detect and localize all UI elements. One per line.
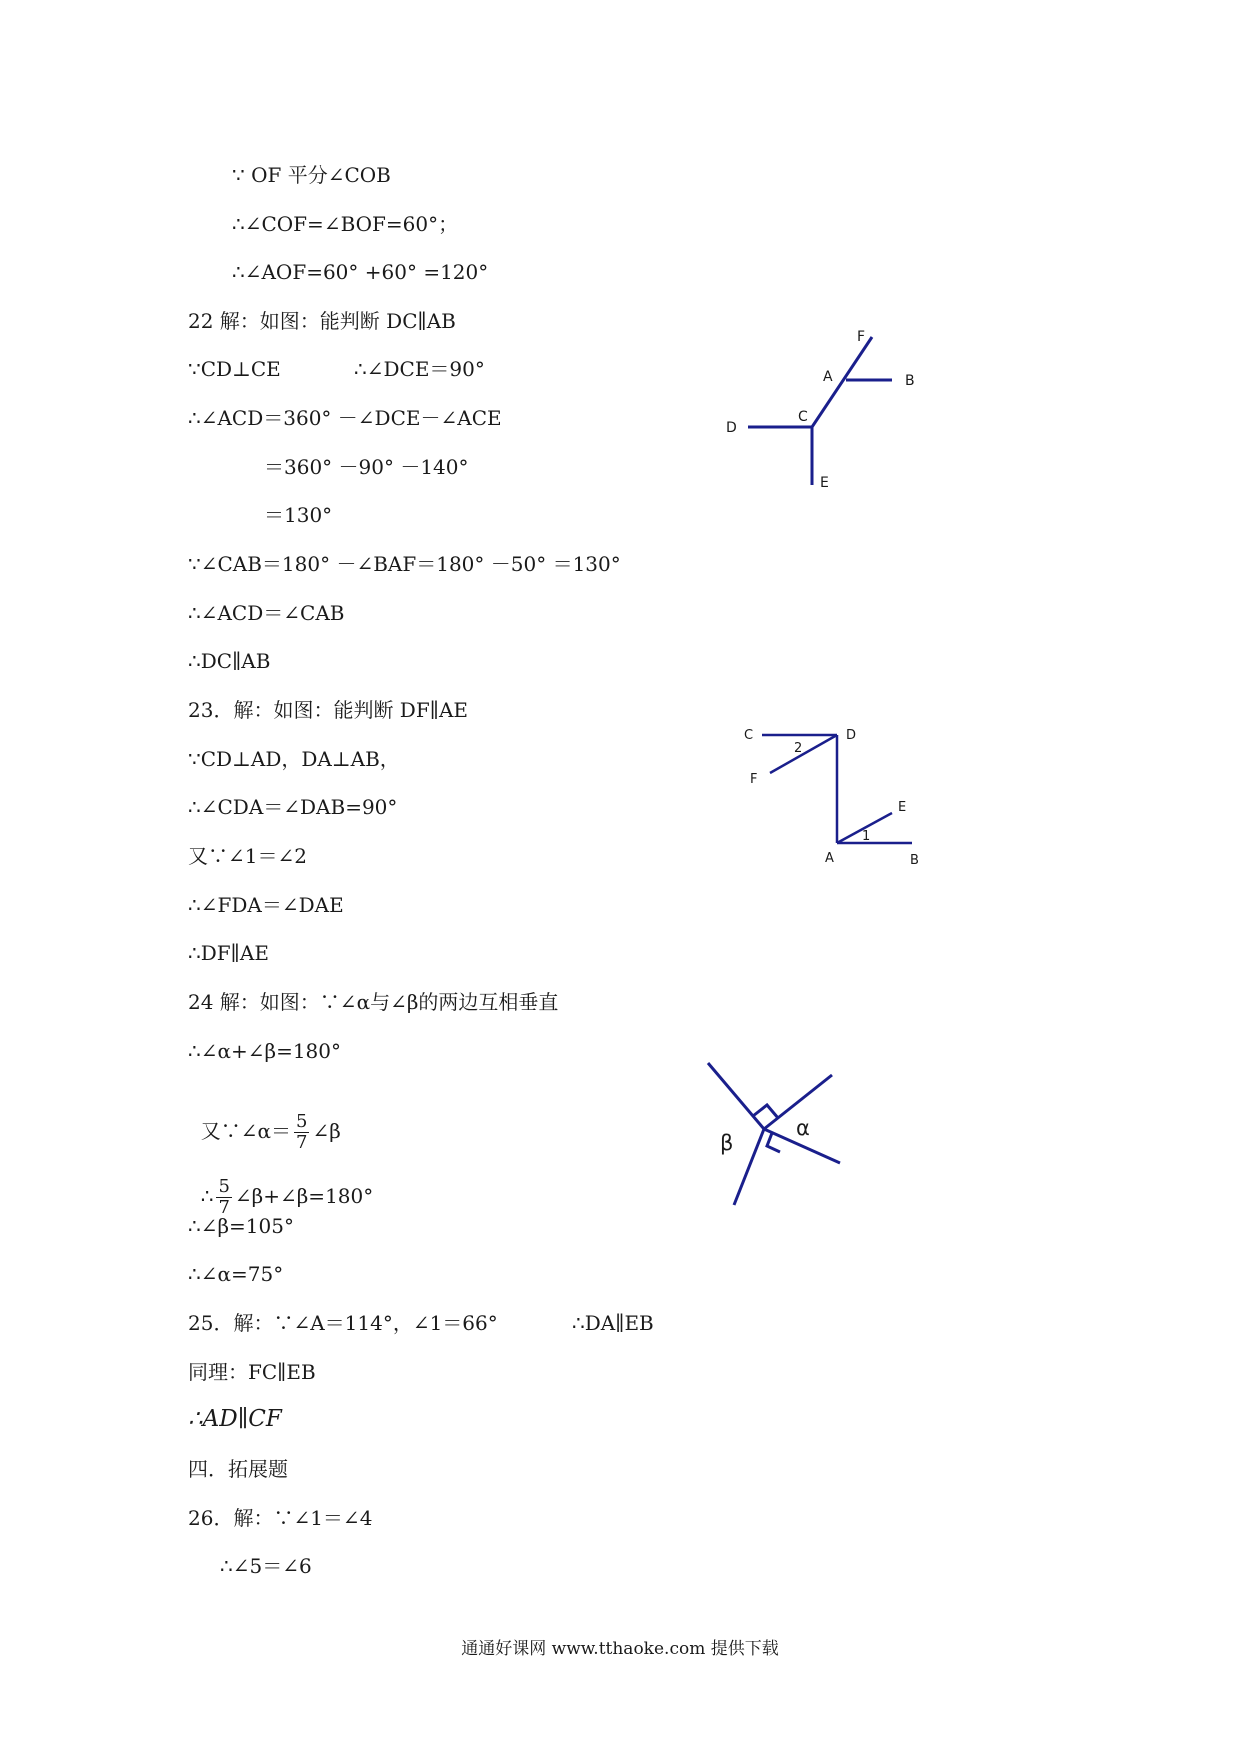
page-footer: 通通好课网 www.tthaoke.com 提供下载 (461, 1639, 779, 1659)
label-b: B (910, 853, 919, 868)
q22-line-6: ∴∠ACD＝∠CAB (188, 601, 345, 625)
label-c: C (744, 728, 754, 743)
beta-side-1 (708, 1063, 764, 1129)
q22-line-2: ∴∠ACD＝360° －∠DCE－∠ACE (188, 406, 502, 430)
q22-line-4: ＝130° (264, 503, 333, 527)
label-a: A (823, 369, 833, 385)
q22-line-3: ＝360° －90° －140° (264, 455, 469, 479)
q25-line-2: 同理：FC∥EB (188, 1360, 316, 1384)
q24-line-5: ∴∠α=75° (188, 1262, 284, 1286)
label-d: D (846, 728, 857, 743)
q23-heading: 23．解：如图：能判断 DF∥AE (188, 698, 468, 722)
q24-line-2-pre: 又∵∠α＝ (200, 1119, 291, 1143)
q24-line-3-pre: ∴ (200, 1184, 214, 1208)
q24-line-3-post: ∠β+∠β=180° (234, 1184, 374, 1208)
q23-line-4: ∴∠FDA＝∠DAE (188, 893, 344, 917)
q23-line-3: 又∵∠1＝∠2 (188, 844, 307, 868)
q23-figure (740, 725, 940, 870)
q22-line-5: ∵∠CAB＝180° －∠BAF＝180° －50° ＝130° (188, 552, 621, 576)
label-e: E (898, 800, 907, 815)
label-angle-2: 2 (794, 741, 803, 756)
label-f: F (750, 772, 758, 787)
label-alpha: α (796, 1116, 810, 1140)
segment-df (770, 735, 837, 773)
q23-line-2: ∴∠CDA＝∠DAB=90° (188, 795, 398, 819)
fraction-numerator: 5 (218, 1176, 230, 1197)
q25-line-3: ∴AD∥CF (188, 1406, 282, 1432)
q24-line-4: ∴∠β=105° (188, 1214, 294, 1238)
fraction-denominator: 7 (218, 1197, 230, 1218)
q21-line-2: ∴∠COF=∠BOF=60°； (232, 212, 459, 236)
label-beta: β (720, 1131, 734, 1155)
q22-line-1a: ∵CD⊥CE (188, 357, 281, 381)
segment-cf (812, 337, 872, 427)
section-heading: 四．拓展题 (188, 1457, 288, 1481)
beta-side-2 (734, 1129, 764, 1205)
q21-line-3: ∴∠AOF=60° +60° =120° (232, 260, 489, 284)
label-angle-1: 1 (862, 829, 871, 844)
fraction-denominator: 7 (295, 1132, 308, 1153)
q23-line-1: ∵CD⊥AD，DA⊥AB， (188, 747, 400, 771)
q26-line-2: ∴∠5＝∠6 (220, 1554, 312, 1578)
label-e: E (820, 475, 829, 491)
fraction-numerator: 5 (295, 1111, 308, 1132)
fraction-5-7 (294, 1112, 309, 1153)
q24-line-2-post: ∠β (312, 1119, 341, 1143)
q25-line-1a: 25．解：∵∠A＝114°，∠1＝66° (188, 1311, 498, 1335)
q25-line-1b: ∴DA∥EB (572, 1311, 654, 1335)
q21-line-1: ∵ OF 平分∠COB (232, 163, 391, 187)
q22-figure (720, 325, 930, 495)
q24-line-3 (188, 1151, 373, 1218)
label-a: A (825, 851, 834, 866)
q22-heading: 22 解：如图：能判断 DC∥AB (188, 309, 456, 333)
label-d: D (726, 420, 737, 436)
label-b: B (905, 373, 915, 389)
fraction-5-7 (216, 1177, 231, 1218)
right-angle-mark-top (753, 1105, 778, 1118)
label-c: C (798, 409, 808, 425)
q24-figure (700, 1055, 860, 1215)
q24-line-2 (188, 1086, 341, 1153)
label-f: F (857, 329, 866, 345)
q22-line-1b: ∴∠DCE＝90° (354, 357, 485, 381)
q23-line-5: ∴DF∥AE (188, 941, 269, 965)
q24-line-1: ∴∠α+∠β=180° (188, 1039, 341, 1063)
q26-line-1: 26．解：∵∠1＝∠4 (188, 1506, 373, 1530)
q22-line-7: ∴DC∥AB (188, 649, 271, 673)
q24-heading: 24 解：如图：∵∠α与∠β的两边互相垂直 (188, 990, 559, 1014)
